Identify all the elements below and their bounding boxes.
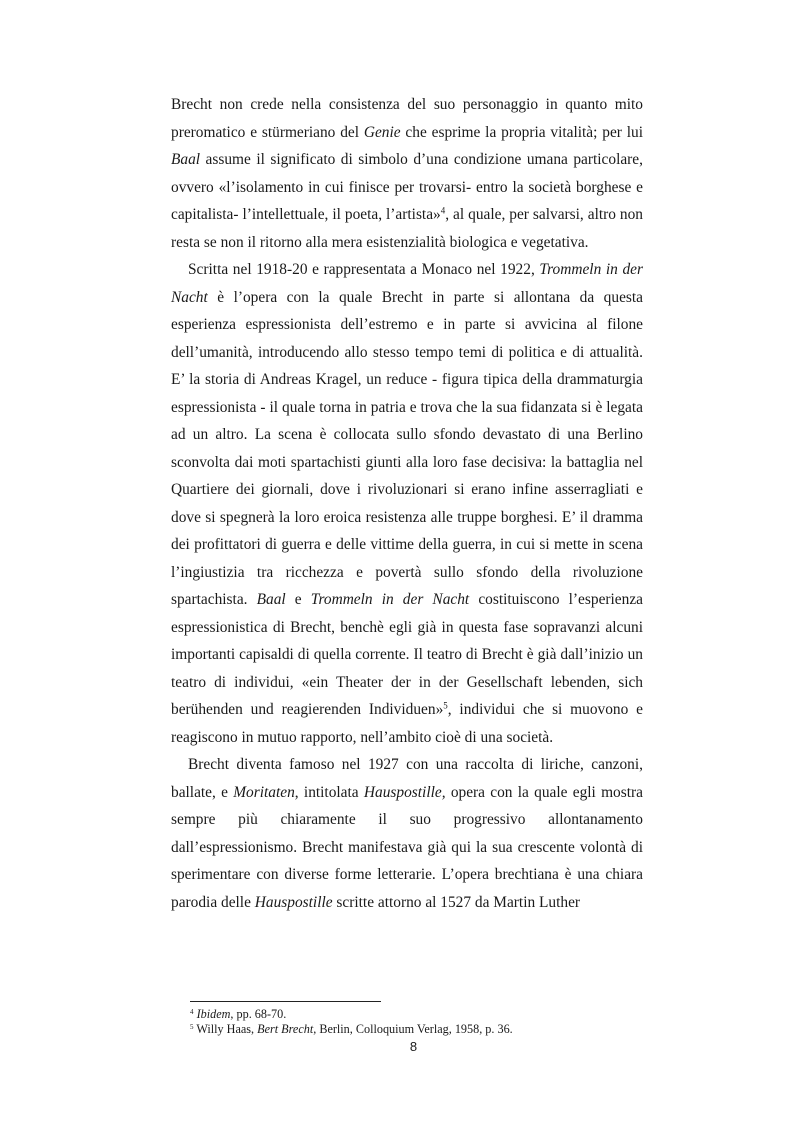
italic-text: Bert Brecht (257, 1022, 314, 1036)
text-run: Brecht diventa famoso nel 1927 con una raccolta di liriche, canzoni, ballate, e (171, 756, 643, 801)
italic-text: Hauspostille (254, 893, 333, 911)
text-run: opera con la quale egli mostra sempre più chiaramente il suo progressivo allontanamento dall’espressionismo. Brecht manifestava già qui la sua crescente volontà di sperimentare con diverse forme letterarie. L’opera brechtiana è una chiara parodia delle (171, 783, 643, 911)
italic-text: Hauspostille, (363, 783, 446, 801)
text-run: scritte attorno al 1527 da Martin Luther (332, 893, 581, 911)
text-run: Willy Haas, (193, 1022, 258, 1036)
footnote-reference: 4 (190, 1007, 194, 1016)
text-run: Brecht non crede nella consistenza del suo personaggio in quanto mito preromatico e stürmeriano del (171, 96, 643, 141)
text-run: , pp. 68-70. (230, 1007, 287, 1021)
italic-text: Ibidem (196, 1007, 231, 1021)
footnote-reference: 5 (190, 1022, 194, 1031)
text-run: e (285, 591, 311, 608)
footnote-reference: 4 (440, 205, 446, 216)
paragraph-3 (171, 751, 643, 916)
text-run: Scritta nel 1918-20 e rappresentata a Monaco nel 1922, (188, 261, 540, 278)
italic-text: Genie (363, 123, 401, 141)
italic-text: Trommeln in der Nacht (310, 591, 470, 608)
paragraph-1 (171, 91, 643, 256)
italic-text: Trommeln in der Nacht (171, 261, 643, 306)
text-run: , individui che si muovono e reagiscono in mutuo rapporto, nell’ambito cioè di una società. (171, 701, 643, 746)
paragraph-2 (171, 256, 643, 751)
footnote-reference: 5 (443, 700, 448, 711)
text-run: è l’opera con la quale Brecht in parte si allontana da questa esperienza espressionista dell’estremo e in parte si avvicina al filone dell’umanità, introducendo allo stesso tempo temi di politica e di attualità. E’ la storia di Andreas Kragel, un reduce - figura tipica della drammaturgia espressionista - il quale torna in patria e trova che la sua fidanzata si è legata ad un altro. La scena è collocata sullo sfondo devastato di una Berlino sconvolta dai moti spartachisti giunti alla loro fase decisiva: la battaglia nel Quartiere dei giornali, dove i rivoluzionari si erano infine asserragliati e dove si spegnerà la loro eroica resistenza alle truppe borghesi. E’ il dramma dei profittatori di guerra e delle vittime della guerra, in cui si mette in scena l’ingiustizia tra ricchezza e povertà sullo sfondo della rivoluzione spartachista. (171, 288, 643, 608)
text-run: , Berlin, Colloquium Verlag, 1958, p. 36. (313, 1022, 513, 1036)
text-run: che esprime la propria vitalità; per lui (400, 123, 643, 141)
text-run: costituiscono l’esperienza espressionistica di Brecht, benchè egli già in questa fase sopravanzi alcuni importanti capisaldi di quella corrente. Il teatro di Brecht è già dall’inizio un teatro di individui, «ein Theater der in der Gesellschaft lebenden, sich berühenden und reagierenden Individuen» (171, 591, 643, 718)
italic-text: Baal (256, 591, 286, 608)
footnote-4 (190, 1007, 630, 1022)
page-number: 8 (409, 1039, 418, 1054)
body-text (171, 91, 643, 916)
footnotes (190, 1007, 630, 1037)
italic-text: Baal (171, 151, 201, 168)
text-run: , al quale, per salvarsi, altro non resta se non il ritorno alla mera esistenzialità biologica e vegetativa. (171, 206, 643, 251)
text-run: assume il significato di simbolo d’una condizione umana particolare, ovvero «l’isolamento in cui finisce per trovarsi- entro la società borghese e capitalista- l’intellettuale, il poeta, l’artista» (171, 151, 643, 223)
footnote-separator (190, 1001, 381, 1002)
italic-text: Moritaten (233, 783, 295, 801)
footnote-5 (190, 1022, 630, 1037)
text-run: , intitolata (294, 783, 364, 801)
